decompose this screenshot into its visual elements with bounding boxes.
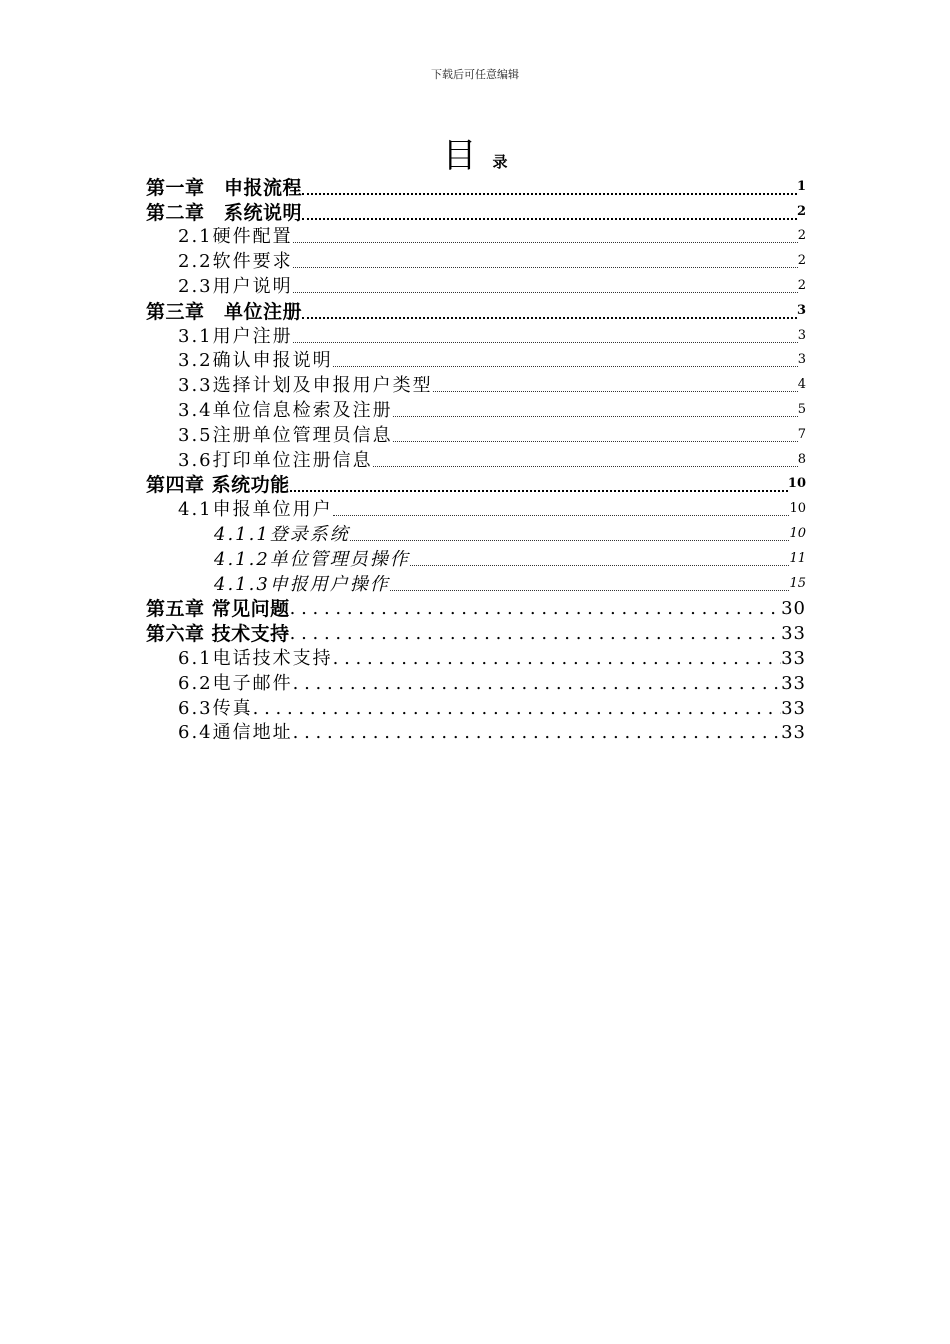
toc-entry-label: 6.4通信地址 [178, 722, 293, 744]
toc-title [0, 128, 950, 177]
toc-entry-label: 第三章 单位注册 [146, 300, 303, 323]
toc-entry-label: 3.4单位信息检索及注册 [178, 399, 393, 421]
toc-dot-leader [333, 648, 781, 670]
toc-entry[interactable] [146, 720, 806, 745]
toc-entry-label: 4.1.2单位管理员操作 [214, 548, 410, 570]
table-of-contents [146, 174, 806, 744]
toc-entry-page-number: 33 [781, 623, 806, 645]
toc-dot-leader [333, 511, 790, 516]
toc-entry-label: 第四章 系统功能 [146, 474, 290, 497]
toc-entry-label: 6.2电子邮件 [178, 672, 293, 694]
toc-entry[interactable] [146, 496, 806, 521]
toc-entry-label: 3.1用户注册 [178, 325, 293, 347]
toc-entry-label: 4.1.1登录系统 [214, 523, 350, 545]
toc-entry-page-number: 5 [797, 401, 806, 417]
toc-entry[interactable] [146, 224, 806, 249]
toc-entry-page-number: 3 [797, 352, 806, 368]
toc-dot-leader [290, 623, 781, 645]
toc-entry[interactable] [146, 546, 806, 571]
toc-entry-page-number: 10 [789, 501, 806, 517]
toc-entry-page-number: 15 [789, 575, 806, 591]
toc-entry[interactable] [146, 273, 806, 298]
toc-entry-page-number: 8 [797, 451, 806, 467]
toc-entry[interactable] [146, 571, 806, 596]
toc-dot-leader [302, 189, 797, 195]
toc-entry[interactable] [146, 645, 806, 670]
toc-entry[interactable] [146, 199, 806, 224]
toc-dot-leader [293, 288, 798, 293]
toc-entry-label: 2.1硬件配置 [178, 226, 293, 248]
toc-entry-page-number: 33 [781, 722, 806, 744]
toc-entry-label: 第二章 系统说明 [146, 201, 303, 224]
toc-entry-label: 3.2确认申报说明 [178, 350, 333, 372]
toc-dot-leader [290, 486, 788, 492]
toc-dot-leader [390, 586, 790, 591]
toc-entry-page-number: 10 [789, 525, 806, 541]
toc-entry[interactable] [146, 521, 806, 546]
toc-entry-page-number: 2 [797, 277, 806, 293]
toc-entry-page-number: 3 [796, 302, 806, 318]
toc-title-big: 目 [442, 136, 477, 176]
toc-entry-page-number: 33 [781, 647, 806, 669]
toc-entry-page-number: 4 [797, 377, 806, 393]
toc-dot-leader [350, 536, 790, 541]
toc-entry-page-number: 2 [796, 203, 806, 219]
toc-dot-leader [293, 263, 798, 268]
toc-entry-page-number: 30 [781, 598, 806, 620]
toc-entry[interactable] [146, 596, 806, 621]
toc-entry[interactable] [146, 620, 806, 645]
toc-entry[interactable] [146, 695, 806, 720]
toc-entry-label: 第六章 技术支持 [146, 623, 290, 646]
toc-entry-page-number: 33 [781, 697, 806, 719]
toc-entry[interactable] [146, 348, 806, 373]
toc-entry-label: 第一章 申报流程 [146, 176, 303, 199]
toc-dot-leader [293, 338, 798, 343]
toc-dot-leader [373, 462, 798, 467]
header-note: 下载后可任意编辑 [431, 68, 519, 81]
toc-entry-page-number: 3 [797, 327, 806, 343]
toc-dot-leader [290, 598, 781, 620]
toc-entry-page-number: 1 [796, 178, 806, 194]
toc-entry[interactable] [146, 372, 806, 397]
toc-entry-page-number: 33 [781, 672, 806, 694]
toc-entry-page-number: 2 [797, 253, 806, 269]
toc-entry[interactable] [146, 447, 806, 472]
toc-entry-page-number: 11 [789, 550, 806, 566]
toc-entry[interactable] [146, 670, 806, 695]
toc-entry[interactable] [146, 323, 806, 348]
toc-entry-label: 4.1申报单位用户 [178, 499, 333, 521]
toc-dot-leader [293, 722, 781, 744]
toc-dot-leader [410, 561, 790, 566]
toc-dot-leader [333, 362, 798, 367]
toc-entry[interactable] [146, 174, 806, 199]
toc-entry-label: 6.3传真 [178, 697, 253, 719]
toc-entry-label: 3.3选择计划及申报用户类型 [178, 375, 433, 397]
toc-entry[interactable] [146, 422, 806, 447]
toc-entry-label: 3.6打印单位注册信息 [178, 449, 373, 471]
toc-dot-leader [293, 238, 798, 243]
toc-dot-leader [393, 412, 798, 417]
toc-entry[interactable] [146, 298, 806, 323]
toc-title-small: 录 [492, 153, 508, 171]
toc-dot-leader [433, 387, 798, 392]
toc-dot-leader [393, 437, 798, 442]
toc-entry-page-number: 2 [797, 228, 806, 244]
toc-entry-label: 2.3用户说明 [178, 275, 293, 297]
toc-dot-leader [302, 313, 797, 319]
toc-entry-label: 6.1电话技术支持 [178, 647, 333, 669]
toc-entry-page-number: 7 [797, 426, 806, 442]
toc-entry-label: 4.1.3申报用户操作 [214, 573, 390, 595]
toc-dot-leader [302, 214, 797, 220]
toc-entry-label: 2.2软件要求 [178, 251, 293, 273]
toc-entry[interactable] [146, 397, 806, 422]
toc-entry-page-number: 10 [787, 476, 806, 492]
toc-dot-leader [293, 673, 781, 695]
toc-entry-label: 第五章 常见问题 [146, 598, 290, 621]
toc-entry[interactable] [146, 472, 806, 497]
toc-entry[interactable] [146, 248, 806, 273]
toc-entry-label: 3.5注册单位管理员信息 [178, 424, 393, 446]
toc-dot-leader [253, 698, 781, 720]
